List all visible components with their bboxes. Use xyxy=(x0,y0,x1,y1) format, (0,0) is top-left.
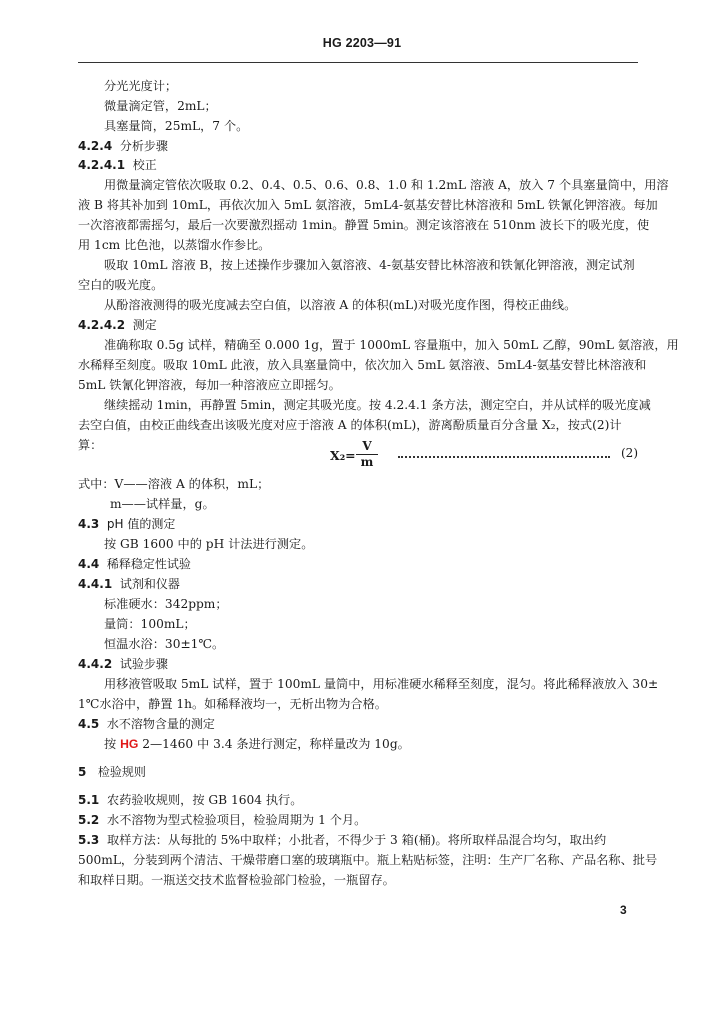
section-number: 5.1 xyxy=(78,793,100,807)
section-number: 5.2 xyxy=(78,813,100,827)
formula-fraction xyxy=(356,440,378,469)
paragraph-line: 用移液管吸取 5mL 试样，置于 100mL 量筒中，用标准硬水稀释至刻度，混匀。将此稀释液放入 30± xyxy=(104,677,659,691)
section-title: 分析步骤 xyxy=(119,139,168,153)
paragraph-line: 算： xyxy=(78,438,103,452)
where-line: m——试样量，g。 xyxy=(110,497,215,511)
reagent-item: 标准硬水：342ppm； xyxy=(104,597,228,611)
paragraph-line: 和取样日期。一瓶送交技术监督检验部门检验，一瓶留存。 xyxy=(78,873,395,887)
where-line: 式中：V——溶液 A 的体积，mL； xyxy=(78,477,270,491)
text-span: 按 xyxy=(104,737,117,751)
section-number: 4.4.2 xyxy=(78,657,113,671)
section-title: 稀释稳定性试验 xyxy=(106,557,191,571)
formula-lhs: X₂= xyxy=(330,448,356,463)
paragraph-line: 一次溶液都需摇匀，最后一次要激烈摇动 1min。静置 5min。测定该溶液在 510nm 波长下的吸光度，使 xyxy=(78,218,650,232)
formula-denominator: m xyxy=(360,455,374,469)
reagent-item: 量筒：100mL； xyxy=(104,617,196,631)
section-title: 试剂和仪器 xyxy=(119,577,180,591)
section-title: pH 值的测定 xyxy=(106,517,176,531)
rule-item xyxy=(78,832,606,848)
section-heading xyxy=(78,556,191,572)
paragraph-line: 1℃水浴中，静置 1h。如稀释液均一，无析出物为合格。 xyxy=(78,697,387,711)
section-title: 试验步骤 xyxy=(119,657,168,671)
header-rule xyxy=(78,62,638,63)
rule-item xyxy=(78,812,366,828)
equipment-item: 分光光度计； xyxy=(104,79,178,93)
section-heading xyxy=(78,716,215,732)
paragraph-line: 继续摇动 1min，再静置 5min，测定其吸光度。按 4.2.4.1 条方法，测定空白，并从试样的吸光度减 xyxy=(104,398,651,412)
text-span: 2—1460 中 3.4 条进行测定，称样量改为 10g。 xyxy=(142,737,410,751)
paragraph-line: 液 B 将其补加到 10mL，再依次加入 5mL 氨溶液，5mL4-氨基安替比林溶液和 5mL 铁氰化钾溶液。每加 xyxy=(78,198,658,212)
section-heading xyxy=(78,317,157,333)
paragraph-line: 按 GB 1600 中的 pH 计法进行测定。 xyxy=(104,537,314,551)
paragraph-line: 用 1cm 比色池，以蒸馏水作参比。 xyxy=(78,238,271,252)
section-number: 4.3 xyxy=(78,517,100,531)
paragraph-line: 准确称取 0.5g 试样，精确至 0.000 1g，置于 1000mL 容量瓶中，加入 50mL 乙醇，90mL 氨溶液，用 xyxy=(104,338,679,352)
paragraph-line: 5mL 铁氰化钾溶液，每加一种溶液应立即摇匀。 xyxy=(78,378,341,392)
equation-number: (2) xyxy=(621,446,638,460)
equipment-item: 微量滴定管，2mL； xyxy=(104,99,217,113)
section-heading xyxy=(78,157,157,173)
leader-dots xyxy=(398,448,610,458)
paragraph-line: 用微量滴定管依次吸取 0.2、0.4、0.5、0.6、0.8、1.0 和 1.2mL 溶液 A，放入 7 个具塞量筒中，用溶 xyxy=(104,178,669,192)
section-title: 校正 xyxy=(132,158,157,172)
rule-text: 水不溶物为型式检验项目，检验周期为 1 个月。 xyxy=(107,813,367,827)
paragraph-line xyxy=(104,736,410,752)
section-heading xyxy=(78,656,168,672)
paragraph-line: 空白的吸光度。 xyxy=(78,278,164,292)
formula-numerator: V xyxy=(362,439,372,453)
reagent-item: 恒温水浴：30±1℃。 xyxy=(104,637,225,651)
highlighted-standard-code: HG xyxy=(120,737,139,751)
section-heading xyxy=(78,138,168,154)
section-number: 5 xyxy=(78,765,87,779)
section-heading xyxy=(78,516,175,532)
section-number: 4.2.4.2 xyxy=(78,318,126,332)
chapter-heading xyxy=(78,764,146,780)
equipment-item: 具塞量筒，25mL，7 个。 xyxy=(104,119,249,133)
section-number: 4.2.4 xyxy=(78,139,113,153)
rule-item xyxy=(78,792,302,808)
paragraph-line: 去空白值，由校正曲线查出该吸光度对应于溶液 A 的体积(mL)，游离酚质量百分含量 X₂，按式(2)计 xyxy=(78,418,622,432)
section-title: 检验规则 xyxy=(97,765,146,779)
rule-text: 取样方法：从每批的 5%中取样；小批者，不得少于 3 箱(桶)。将所取样品混合均匀，取出约 xyxy=(107,833,607,847)
section-number: 5.3 xyxy=(78,833,100,847)
section-number: 4.4 xyxy=(78,557,100,571)
section-title: 测定 xyxy=(132,318,157,332)
section-number: 4.4.1 xyxy=(78,577,113,591)
section-title: 水不溶物含量的测定 xyxy=(106,717,215,731)
paragraph-line: 水稀释至刻度。吸取 10mL 此液，放入具塞量筒中，依次加入 5mL 氨溶液、5mL4-氨基安替比林溶液和 xyxy=(78,358,647,372)
paragraph-line: 吸取 10mL 溶液 B，按上述操作步骤加入氨溶液、4-氨基安替比林溶液和铁氰化钾溶液，测定试剂 xyxy=(104,258,635,272)
section-heading xyxy=(78,576,180,592)
rule-text: 农药验收规则，按 GB 1604 执行。 xyxy=(107,793,303,807)
section-number: 4.5 xyxy=(78,717,100,731)
page-number: 3 xyxy=(620,903,627,917)
page-header: HG 2203—91 xyxy=(322,36,402,50)
paragraph-line: 从酚溶液测得的吸光度减去空白值，以溶液 A 的体积(mL)对吸光度作图，得校正曲线。 xyxy=(104,298,577,312)
paragraph-line: 500mL，分装到两个清洁、干燥带磨口塞的玻璃瓶中。瓶上粘贴标签，注明：生产厂名称、产品名称、批号 xyxy=(78,853,658,867)
section-number: 4.2.4.1 xyxy=(78,158,126,172)
